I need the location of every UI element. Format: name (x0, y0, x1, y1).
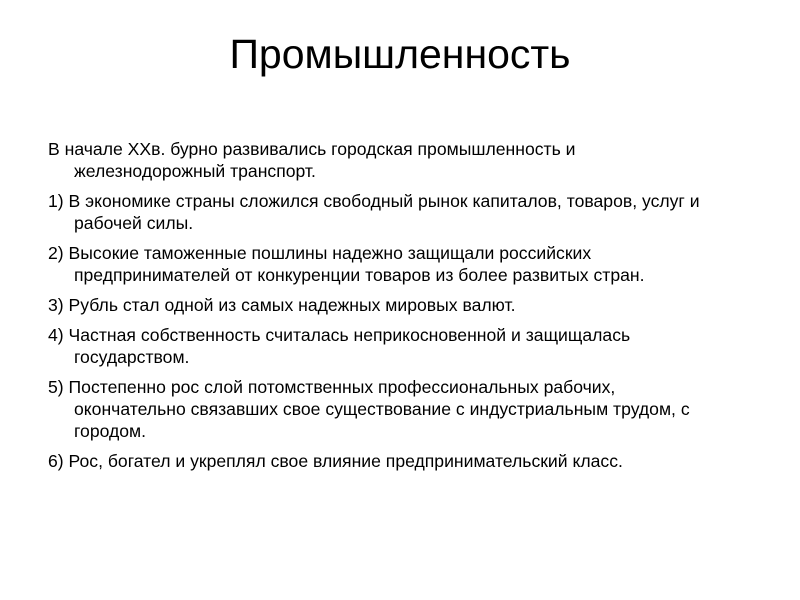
point-6: 6) Рос, богател и укреплял свое влияние предпринимательский класс. (48, 451, 623, 471)
point-1: 1) В экономике страны сложился свободный рынок капиталов, товаров, услуг и рабочей силы. (48, 191, 700, 233)
slide-title: Промышленность (229, 31, 571, 77)
point-2: 2) Высокие таможенные пошлины надежно защищали российских предпринимателей от конкуренции товаров из более развитых стран. (48, 243, 645, 285)
slide-body (48, 138, 728, 480)
point-3: 3) Рубль стал одной из самых надежных мировых валют. (48, 295, 516, 315)
point-4: 4) Частная собственность считалась неприкосновенной и защищалась государством. (48, 325, 631, 367)
intro-paragraph: В начале XXв. бурно развивались городская промышленность и железнодорожный транспорт. (48, 139, 576, 181)
point-5: 5) Постепенно рос слой потомственных профессиональных рабочих, окончательно связавших свое существование с индустриальным трудом, с городом. (48, 377, 690, 441)
